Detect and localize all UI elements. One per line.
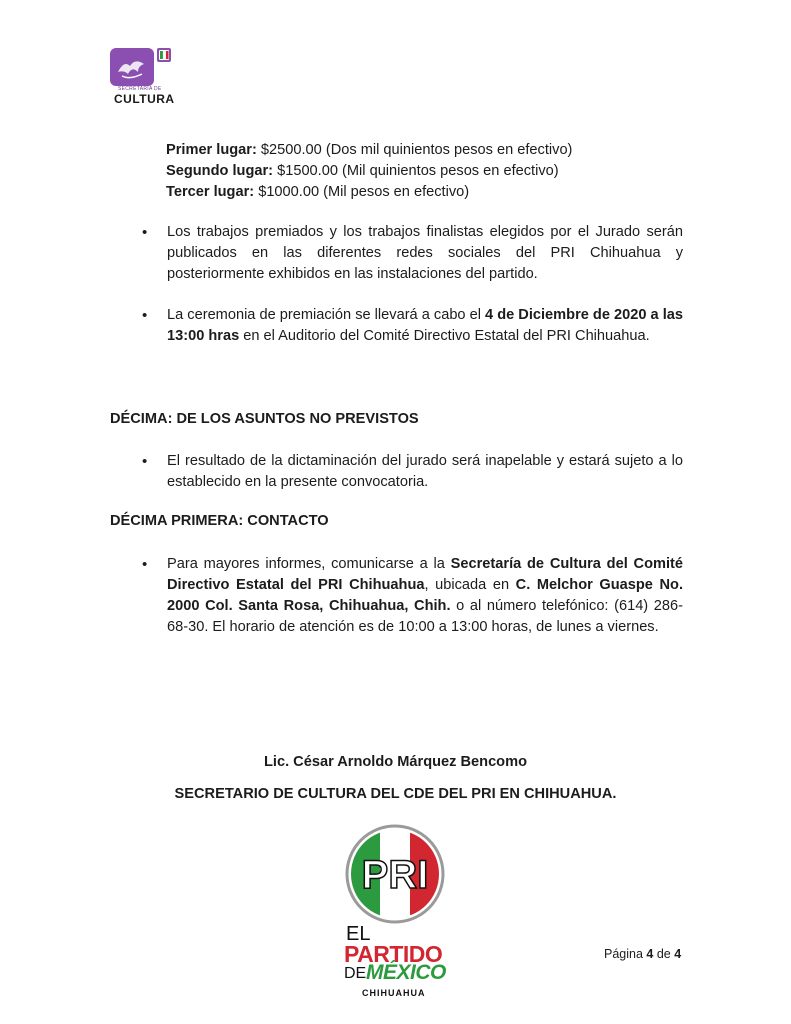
bullet-contact: • Para mayores informes, comunicarse a la Secretaría de Cultura del Comité Directivo Estatal del PRI Chihuahua, ubicada en C. Melchor Guaspe No. 2000 Col. Santa Rosa, Chihuahua, Chih. o al número telefónico: (614) 286-68-30. El horario de atención es de 10:00 a 13:00 horas, de lunes a viernes. — [140, 554, 683, 638]
bullet-ceremony: • La ceremonia de premiación se llevará a cabo el 4 de Diciembre de 2020 a las 13:00 hras en el Auditorio del Comité Directivo Estatal del PRI Chihuahua. — [140, 305, 683, 347]
page-number: Página 4 de 4 — [604, 947, 682, 961]
logo-de: DE — [344, 965, 367, 982]
cultura-logo — [108, 48, 180, 108]
signature-position: SECRETARIO DE CULTURA DEL CDE DEL PRI EN CHIHUAHUA. — [174, 786, 617, 802]
pri-logo — [340, 822, 450, 1002]
heading-decima: DÉCIMA: DE LOS ASUNTOS NO PREVISTOS — [110, 411, 419, 427]
prize-third: Tercer lugar: $1000.00 (Mil pesos en efectivo) — [166, 184, 470, 200]
bullet-publication: • Los trabajos premiados y los trabajos finalistas elegidos por el Jurado serán publicados en las diferentes redes sociales del PRI Chihuahua y posteriormente exhibidos en las instalaciones del partido. — [140, 222, 683, 285]
logo-small-caption: SECRETARÍA DE — [118, 86, 162, 92]
bullet-verdict: • El resultado de la dictaminación del jurado será inapelable y estará sujeto a lo establecido en la presente convocatoria. — [140, 451, 683, 493]
logo-title: CULTURA — [114, 92, 175, 106]
heading-decima-primera: DÉCIMA PRIMERA: CONTACTO — [110, 513, 329, 529]
logo-partido: PARTIDO — [344, 941, 443, 967]
prize-first: Primer lugar: $2500.00 (Dos mil quinientos pesos en efectivo) — [166, 142, 573, 158]
logo-state: CHIHUAHUA — [362, 988, 426, 998]
prize-second: Segundo lugar: $1500.00 (Mil quinientos pesos en efectivo) — [166, 163, 559, 179]
pri-circle-logo — [340, 822, 450, 926]
logo-mexico: MÉXICO — [366, 961, 446, 984]
signature-name: Lic. César Arnoldo Márquez Bencomo — [263, 754, 527, 770]
logo-el: EL — [346, 923, 371, 945]
prize-list — [166, 140, 572, 203]
pri-circle-text: PRI — [361, 853, 429, 897]
